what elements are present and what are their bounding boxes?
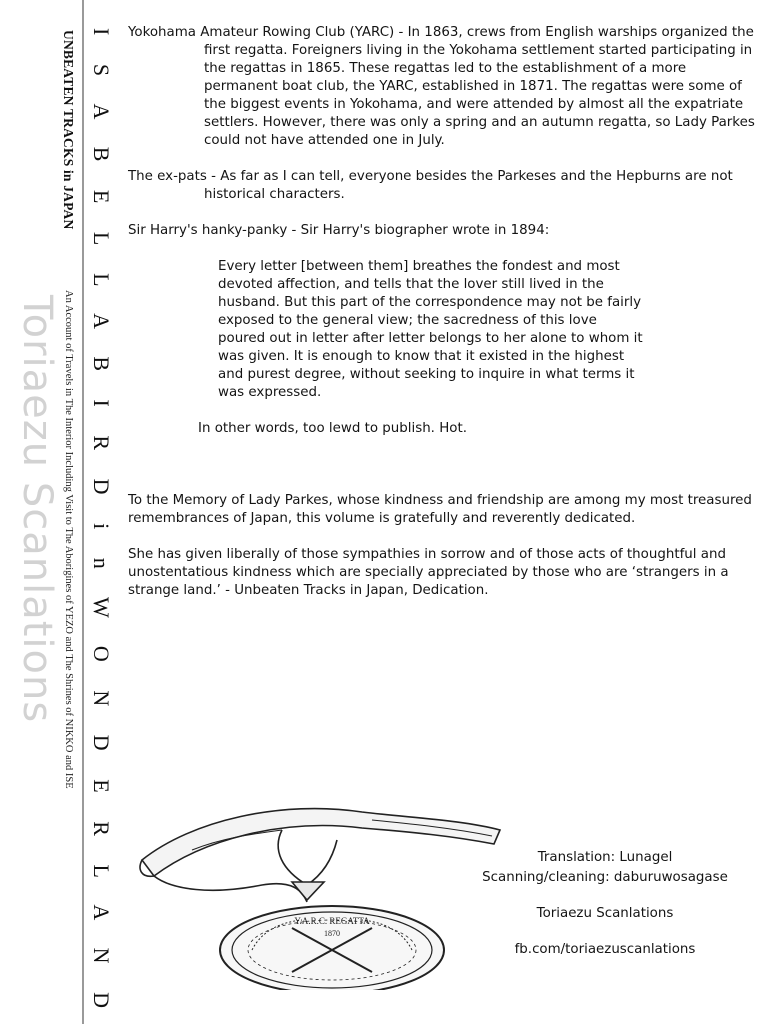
dedication-paragraph-2: She has given liberally of those sympathies in sorrow and of those acts of thoughtful and unostentatious kindness which are specially appreciated by those who are ‘strangers in a strange land.’ - Unbeaten Tracks in Japan, Dedication. (128, 547, 729, 598)
credit-facebook-link[interactable]: fb.com/toriaezuscanlations (514, 942, 696, 957)
medal-year: 1870 (324, 929, 340, 938)
spine-divider (82, 0, 84, 1024)
note-expats: The ex-pats - As far as I can tell, everyone besides the Parkeses and the Hepburns are not historical characters. (128, 169, 733, 202)
spine-big-title: I S A B E L L A B I R D i n W O N D E R L A N D (89, 28, 114, 1008)
credit-translation: Translation: Lunagel (537, 850, 673, 865)
spine-book-subtitle: An Account of Travels in The Interior Including Visit to The Aborigines of YEZO and The Shrines of NIKKO and ISE (63, 290, 74, 789)
credits (470, 848, 740, 960)
notes-body (128, 24, 758, 600)
spine-book-title: UNBEATEN TRACKS in JAPAN (61, 30, 76, 230)
note-hanky-aside: In other words, too lewd to publish. Hot. (198, 421, 467, 436)
note-yarc: Yokohama Amateur Rowing Club (YARC) - In 1863, crews from English warships organized the first regatta. Foreigners living in the Yokohama settlement started participating in the regattas in 1865. These regattas led to the establishment of a more permanent boat club, the YARC, established in 1871. The regattas were some of the biggest events in Yokohama, and were attended by almost all the expatriate settlers. However, there was only a spring and an autumn regatta, so Lady Parkes could not have attended one in July. (128, 25, 755, 148)
dedication-paragraph-1: To the Memory of Lady Parkes, whose kindness and friendship are among my most treasured remembrances of Japan, this volume is gratefully and reverently dedicated. (128, 493, 752, 526)
note-hanky-intro: Sir Harry's hanky-panky - Sir Harry's biographer wrote in 1894: (128, 223, 550, 238)
credit-group: Toriaezu Scanlations (536, 906, 674, 921)
note-hanky-quote: Every letter [between them] breathes the fondest and most devoted affection, and tells that the lover still lived in the husband. But this part of the correspondence may not be fairly exposed to the general view; the sacredness of this love poured out in letter after letter belongs to her alone to whom it was given. It is enough to know that it existed in the highest and purest degree, without seeking to inquire in what terms it was expressed. (218, 259, 643, 400)
medal-inscription: Y.A.R.C. REGATTA (294, 916, 370, 926)
medal-illustration (132, 790, 512, 990)
watermark: Toriaezu Scanlations (14, 295, 60, 724)
credit-scanning: Scanning/cleaning: daburuwosagase (482, 870, 728, 885)
